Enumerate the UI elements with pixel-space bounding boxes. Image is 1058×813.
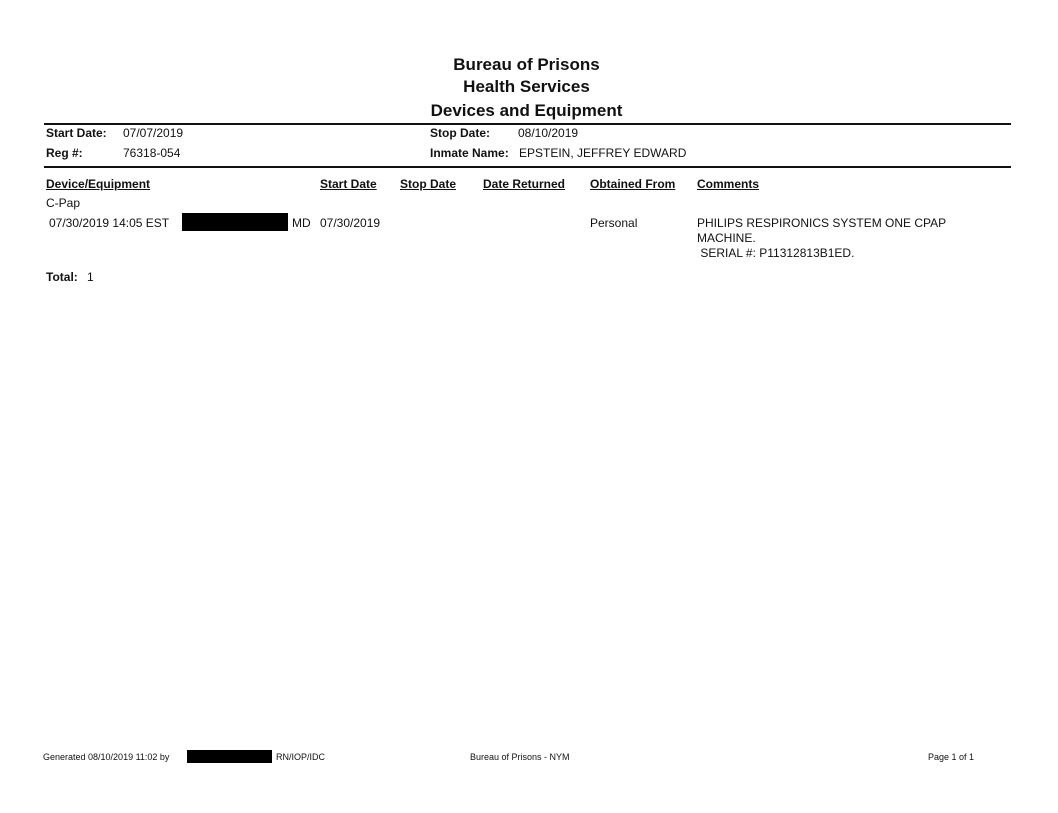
col-comments: Comments bbox=[697, 177, 760, 191]
record-start-date: 07/30/2019 bbox=[320, 216, 381, 230]
stop-date-value: 08/10/2019 bbox=[518, 126, 579, 140]
col-device-equipment: Device/Equipment bbox=[46, 177, 151, 191]
reg-value: 76318-054 bbox=[123, 146, 181, 160]
report-title-line3: Devices and Equipment bbox=[430, 101, 623, 120]
reg-label: Reg #: bbox=[46, 146, 83, 160]
start-date-label: Start Date: bbox=[46, 126, 107, 140]
inmate-name-label: Inmate Name: bbox=[430, 146, 509, 160]
header-rule-bottom bbox=[44, 166, 1011, 168]
col-start-date: Start Date bbox=[320, 177, 377, 191]
col-obtained-from: Obtained From bbox=[590, 177, 676, 191]
total-value: 1 bbox=[87, 270, 94, 284]
record-credential: MD bbox=[292, 216, 311, 230]
footer-generated-suffix: RN/IOP/IDC bbox=[276, 752, 326, 762]
col-date-returned: Date Returned bbox=[483, 177, 566, 191]
device-name: C-Pap bbox=[46, 196, 81, 210]
header-rule-top bbox=[44, 123, 1011, 125]
start-date-value: 07/07/2019 bbox=[123, 126, 184, 140]
report-title-line2: Health Services bbox=[463, 77, 590, 96]
inmate-name-value: EPSTEIN, JEFFREY EDWARD bbox=[519, 146, 687, 160]
redaction-block bbox=[182, 213, 288, 231]
footer-page-number: Page 1 of 1 bbox=[928, 752, 975, 762]
record-timestamp: 07/30/2019 14:05 EST bbox=[49, 216, 170, 230]
footer-redaction-block bbox=[187, 750, 272, 763]
record-obtained-from: Personal bbox=[590, 216, 638, 230]
record-comment-line2: MACHINE. bbox=[697, 231, 756, 245]
col-stop-date: Stop Date bbox=[400, 177, 457, 191]
report-title-line1: Bureau of Prisons bbox=[453, 55, 600, 74]
footer-generated-prefix: Generated 08/10/2019 11:02 by bbox=[43, 752, 170, 762]
record-comment-line1: PHILIPS RESPIRONICS SYSTEM ONE CPAP bbox=[697, 216, 947, 230]
record-comment-line3: SERIAL #: P11312813B1ED. bbox=[697, 246, 855, 260]
footer-center: Bureau of Prisons - NYM bbox=[470, 752, 570, 762]
total-label: Total: bbox=[46, 270, 78, 284]
stop-date-label: Stop Date: bbox=[430, 126, 490, 140]
